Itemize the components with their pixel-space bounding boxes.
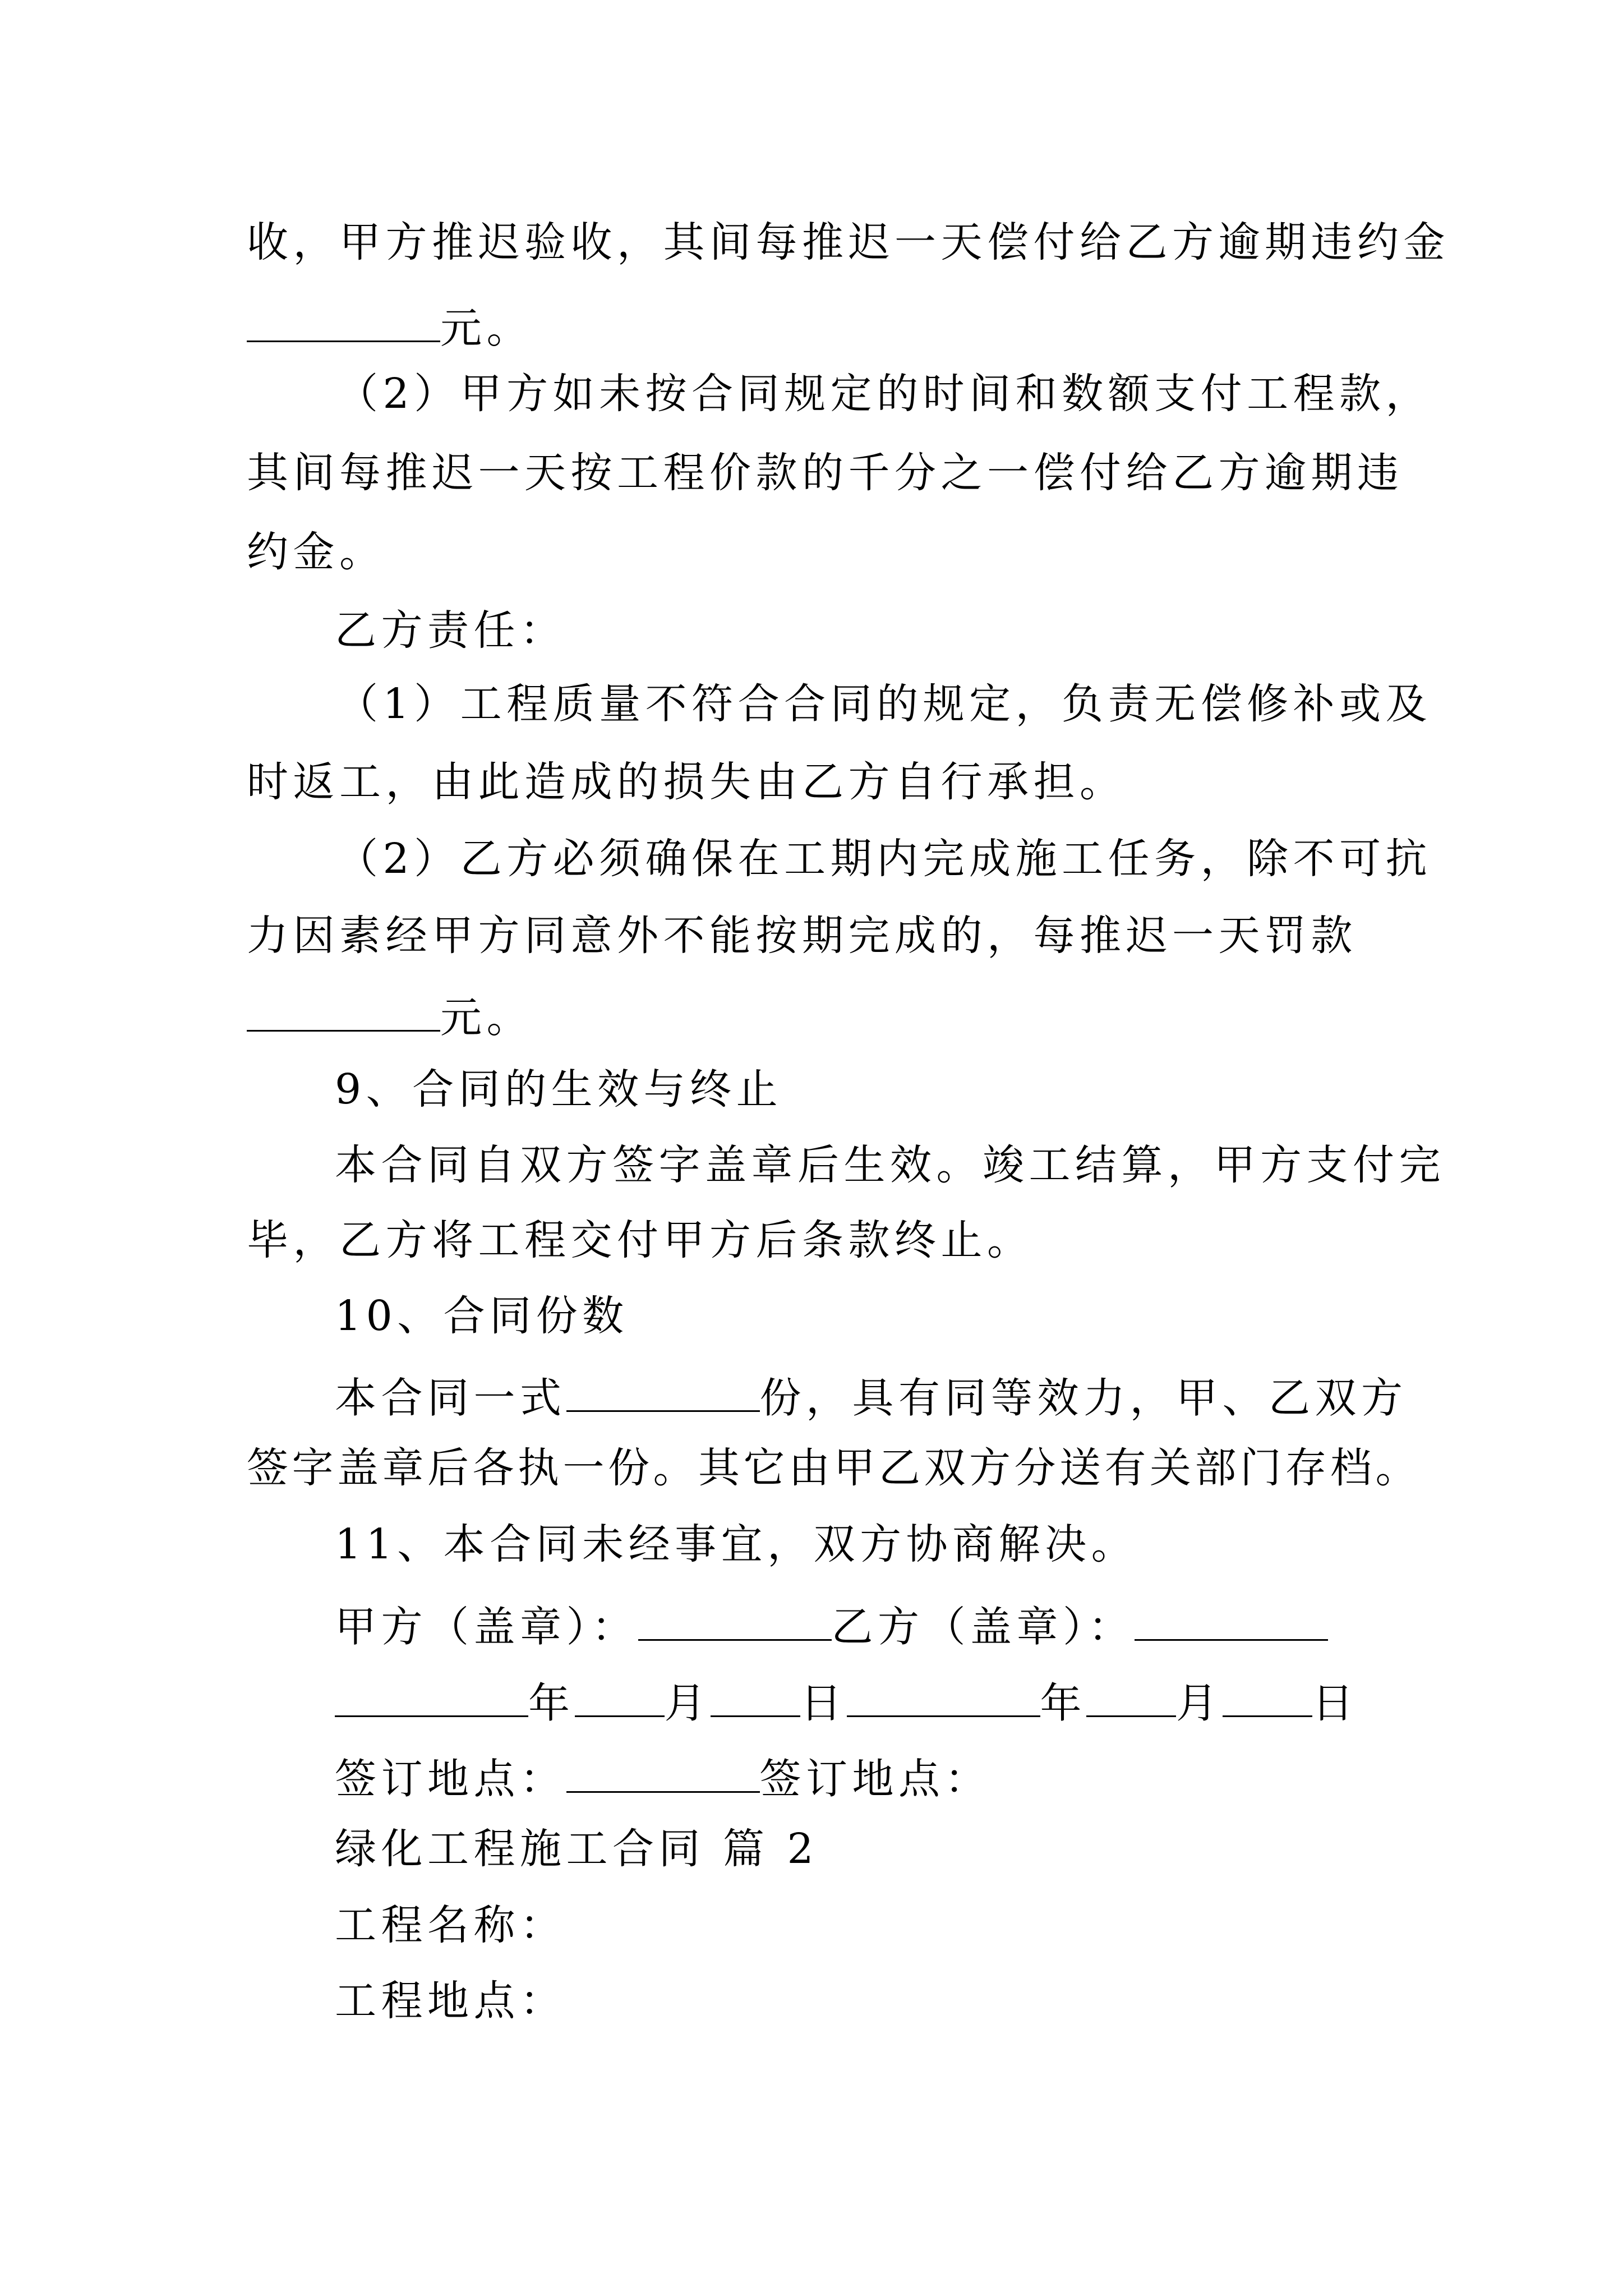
fill-in-blank — [847, 1676, 1040, 1717]
paragraph-line: （2）乙方必须确保在工期内完成施工任务，除不可抗 — [336, 835, 1432, 883]
fill-in-blank — [711, 1676, 800, 1717]
fill-in-blank — [566, 1752, 760, 1793]
paragraph-line: 签字盖章后各执一份。其它由甲乙双方分送有关部门存档。 — [247, 1444, 1421, 1492]
fill-in-blank — [1223, 1676, 1312, 1717]
paragraph-line: 毕，乙方将工程交付甲方后条款终止。 — [247, 1216, 1034, 1264]
paragraph-line: 约金。 — [247, 528, 386, 576]
fill-in-blank — [1086, 1676, 1176, 1717]
section-label: 乙方责任： — [335, 606, 566, 655]
signing-place-line: 签订地点： 签订地点： — [335, 1752, 991, 1800]
document-title: 绿化工程施工合同 篇 2 — [335, 1825, 819, 1873]
paragraph-line: 元。 — [247, 991, 533, 1038]
fill-in-blank — [1135, 1600, 1328, 1641]
paragraph-line: 其间每推迟一天按工程价款的千分之一偿付给乙方逾期违 — [247, 449, 1404, 497]
fill-in-blank — [335, 1676, 528, 1717]
fill-in-blank — [247, 301, 440, 342]
paragraph-line: 元。 — [247, 301, 533, 349]
fill-in-blank — [247, 991, 440, 1032]
paragraph-line: 收，甲方推迟验收，其间每推迟一天偿付给乙方逾期违约金 — [247, 218, 1450, 266]
paragraph-line: 时返工，由此造成的损失由乙方自行承担。 — [247, 758, 1126, 806]
section-heading: 9、合同的生效与终止 — [335, 1065, 783, 1114]
paragraph-line: 本合同自双方签字盖章后生效。竣工结算，甲方支付完 — [335, 1141, 1445, 1189]
section-heading: 11、本合同未经事宜，双方协商解决。 — [335, 1520, 1138, 1568]
field-label: 工程名称： — [335, 1901, 566, 1949]
paragraph-line: 力因素经甲方同意外不能按期完成的，每推迟一天罚款 — [247, 912, 1357, 960]
paragraph-line: （2）甲方如未按合同规定的时间和数额支付工程款， — [336, 370, 1432, 418]
field-label: 工程地点： — [335, 1977, 566, 2025]
date-line: 年 月 日 年 月 日 — [335, 1676, 1358, 1724]
fill-in-blank — [566, 1371, 760, 1412]
section-heading: 10、合同份数 — [335, 1292, 629, 1340]
signature-line: 甲方（盖章）： 乙方（盖章）： — [335, 1600, 1328, 1648]
fill-in-blank — [575, 1676, 665, 1717]
paragraph-line: 本合同一式 份，具有同等效力，甲、乙双方 — [335, 1371, 1408, 1419]
fill-in-blank — [638, 1600, 832, 1641]
paragraph-line: （1）工程质量不符合合同的规定，负责无偿修补或及 — [336, 680, 1432, 728]
